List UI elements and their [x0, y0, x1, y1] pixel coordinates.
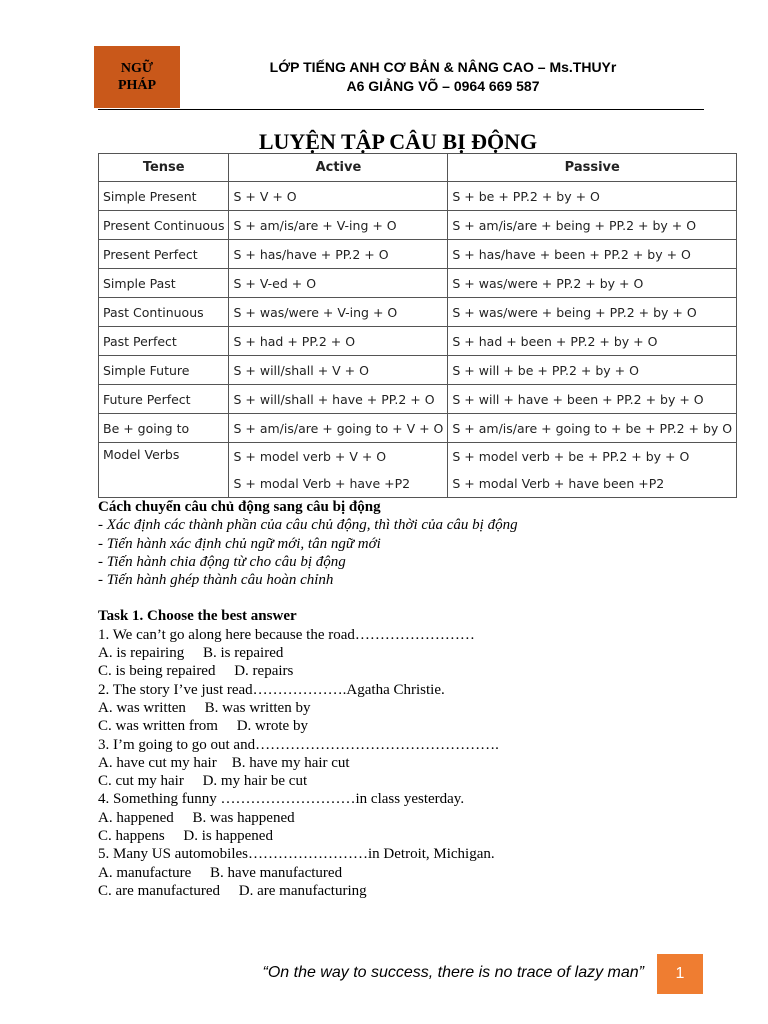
answer-options: A. happened B. was happened — [98, 809, 295, 826]
passive-cell: S + had + been + PP.2 + by + O — [448, 327, 737, 356]
active-cell: S + will/shall + V + O — [229, 356, 448, 385]
answer-options: C. was written from D. wrote by — [98, 718, 308, 735]
tense-cell: Model Verbs — [99, 443, 229, 498]
answer-options: A. have cut my hair B. have my hair cut — [98, 754, 350, 771]
header-active: Active — [229, 154, 448, 182]
howto-step: - Xác định các thành phần của câu chủ động, thì thời của câu bị động — [98, 517, 518, 534]
howto-step: - Tiến hành xác định chủ ngữ mới, tân ngữ mới — [98, 535, 381, 552]
answer-options: A. was written B. was written by — [98, 699, 311, 716]
table-row — [99, 298, 737, 327]
page-header — [196, 58, 690, 96]
tense-cell: Past Continuous — [99, 298, 229, 327]
passive-voice-table — [98, 153, 737, 498]
table-row — [99, 385, 737, 414]
active-line: S + modal Verb + have +P2 — [233, 476, 411, 491]
grammar-badge — [94, 46, 180, 108]
question-text: 3. I’m going to go out and…………………………………………. — [98, 736, 499, 753]
table-row — [99, 327, 737, 356]
answer-options: C. happens D. is happened — [98, 828, 273, 845]
passive-cell: S + was/were + PP.2 + by + O — [448, 269, 737, 298]
active-cell: S + will/shall + have + PP.2 + O — [229, 385, 448, 414]
table-row — [99, 211, 737, 240]
active-cell: S + V + O — [229, 182, 448, 211]
tense-cell: Present Continuous — [99, 211, 229, 240]
active-cell: S + was/were + V-ing + O — [229, 298, 448, 327]
answer-options: C. are manufactured D. are manufacturing — [98, 882, 367, 899]
lesson-content — [98, 498, 718, 900]
table-row — [99, 356, 737, 385]
passive-cell: S + am/is/are + going to + be + PP.2 + by O — [448, 414, 737, 443]
page-title: LUYỆN TẬP CÂU BỊ ĐỘNG — [258, 129, 538, 154]
question-text: 5. Many US automobiles……………………in Detroit, Michigan. — [98, 846, 495, 863]
active-cell: S + am/is/are + V-ing + O — [229, 211, 448, 240]
table-row — [99, 414, 737, 443]
howto-heading: Cách chuyển câu chủ động sang câu bị động — [98, 499, 381, 515]
answer-options: A. is repairing B. is repaired — [98, 645, 284, 662]
answer-options: C. is being repaired D. repairs — [98, 663, 294, 680]
active-cell: S + had + PP.2 + O — [229, 327, 448, 356]
tense-cell: Be + going to — [99, 414, 229, 443]
tense-cell: Simple Present — [99, 182, 229, 211]
task-heading: Task 1. Choose the best answer — [98, 608, 297, 625]
passive-cell — [448, 443, 737, 498]
table-row — [99, 269, 737, 298]
question-text: 4. Something funny ………………………in class yesterday. — [98, 791, 465, 808]
table-row — [99, 240, 737, 269]
header-passive: Passive — [448, 154, 737, 182]
tense-cell: Simple Past — [99, 269, 229, 298]
answer-options: C. cut my hair D. my hair be cut — [98, 773, 308, 790]
passive-cell: S + has/have + been + PP.2 + by + O — [448, 240, 737, 269]
tense-cell: Present Perfect — [99, 240, 229, 269]
active-cell: S + am/is/are + going to + V + O — [229, 414, 448, 443]
table-row-model-verbs — [99, 443, 737, 498]
active-cell: S + has/have + PP.2 + O — [229, 240, 448, 269]
header-tense: Tense — [99, 154, 229, 182]
passive-cell: S + will + be + PP.2 + by + O — [448, 356, 737, 385]
passive-line: S + model verb + be + PP.2 + by + O — [452, 449, 690, 464]
tense-cell: Past Perfect — [99, 327, 229, 356]
passive-cell: S + will + have + been + PP.2 + by + O — [448, 385, 737, 414]
badge-line-2: PHÁP — [117, 78, 157, 93]
question-text: 1. We can’t go along here because the road…………………… — [98, 626, 475, 643]
passive-line: S + modal Verb + have been +P2 — [452, 476, 665, 491]
table-header-row — [99, 154, 737, 182]
passive-cell: S + am/is/are + being + PP.2 + by + O — [448, 211, 737, 240]
active-cell — [229, 443, 448, 498]
badge-line-1: NGỮ — [120, 61, 154, 76]
header-line-1: LỚP TIẾNG ANH CƠ BẢN & NÂNG CAO – Ms.THUYr — [269, 59, 617, 75]
footer-quote: “On the way to success, there is no trace of lazy man” — [262, 964, 644, 981]
passive-cell: S + was/were + being + PP.2 + by + O — [448, 298, 737, 327]
tense-cell: Simple Future — [99, 356, 229, 385]
active-cell: S + V-ed + O — [229, 269, 448, 298]
page-number: 1 — [657, 954, 703, 994]
passive-cell: S + be + PP.2 + by + O — [448, 182, 737, 211]
active-line: S + model verb + V + O — [233, 449, 387, 464]
header-line-2: A6 GIẢNG VÕ – 0964 669 587 — [346, 78, 540, 94]
question-text: 2. The story I’ve just read……………….Agatha Christie. — [98, 681, 445, 698]
tense-cell: Future Perfect — [99, 385, 229, 414]
header-divider — [98, 109, 704, 110]
howto-step: - Tiến hành chia động từ cho câu bị động — [98, 553, 346, 570]
table-row — [99, 182, 737, 211]
howto-step: - Tiến hành ghép thành câu hoàn chỉnh — [98, 572, 334, 589]
answer-options: A. manufacture B. have manufactured — [98, 864, 343, 881]
